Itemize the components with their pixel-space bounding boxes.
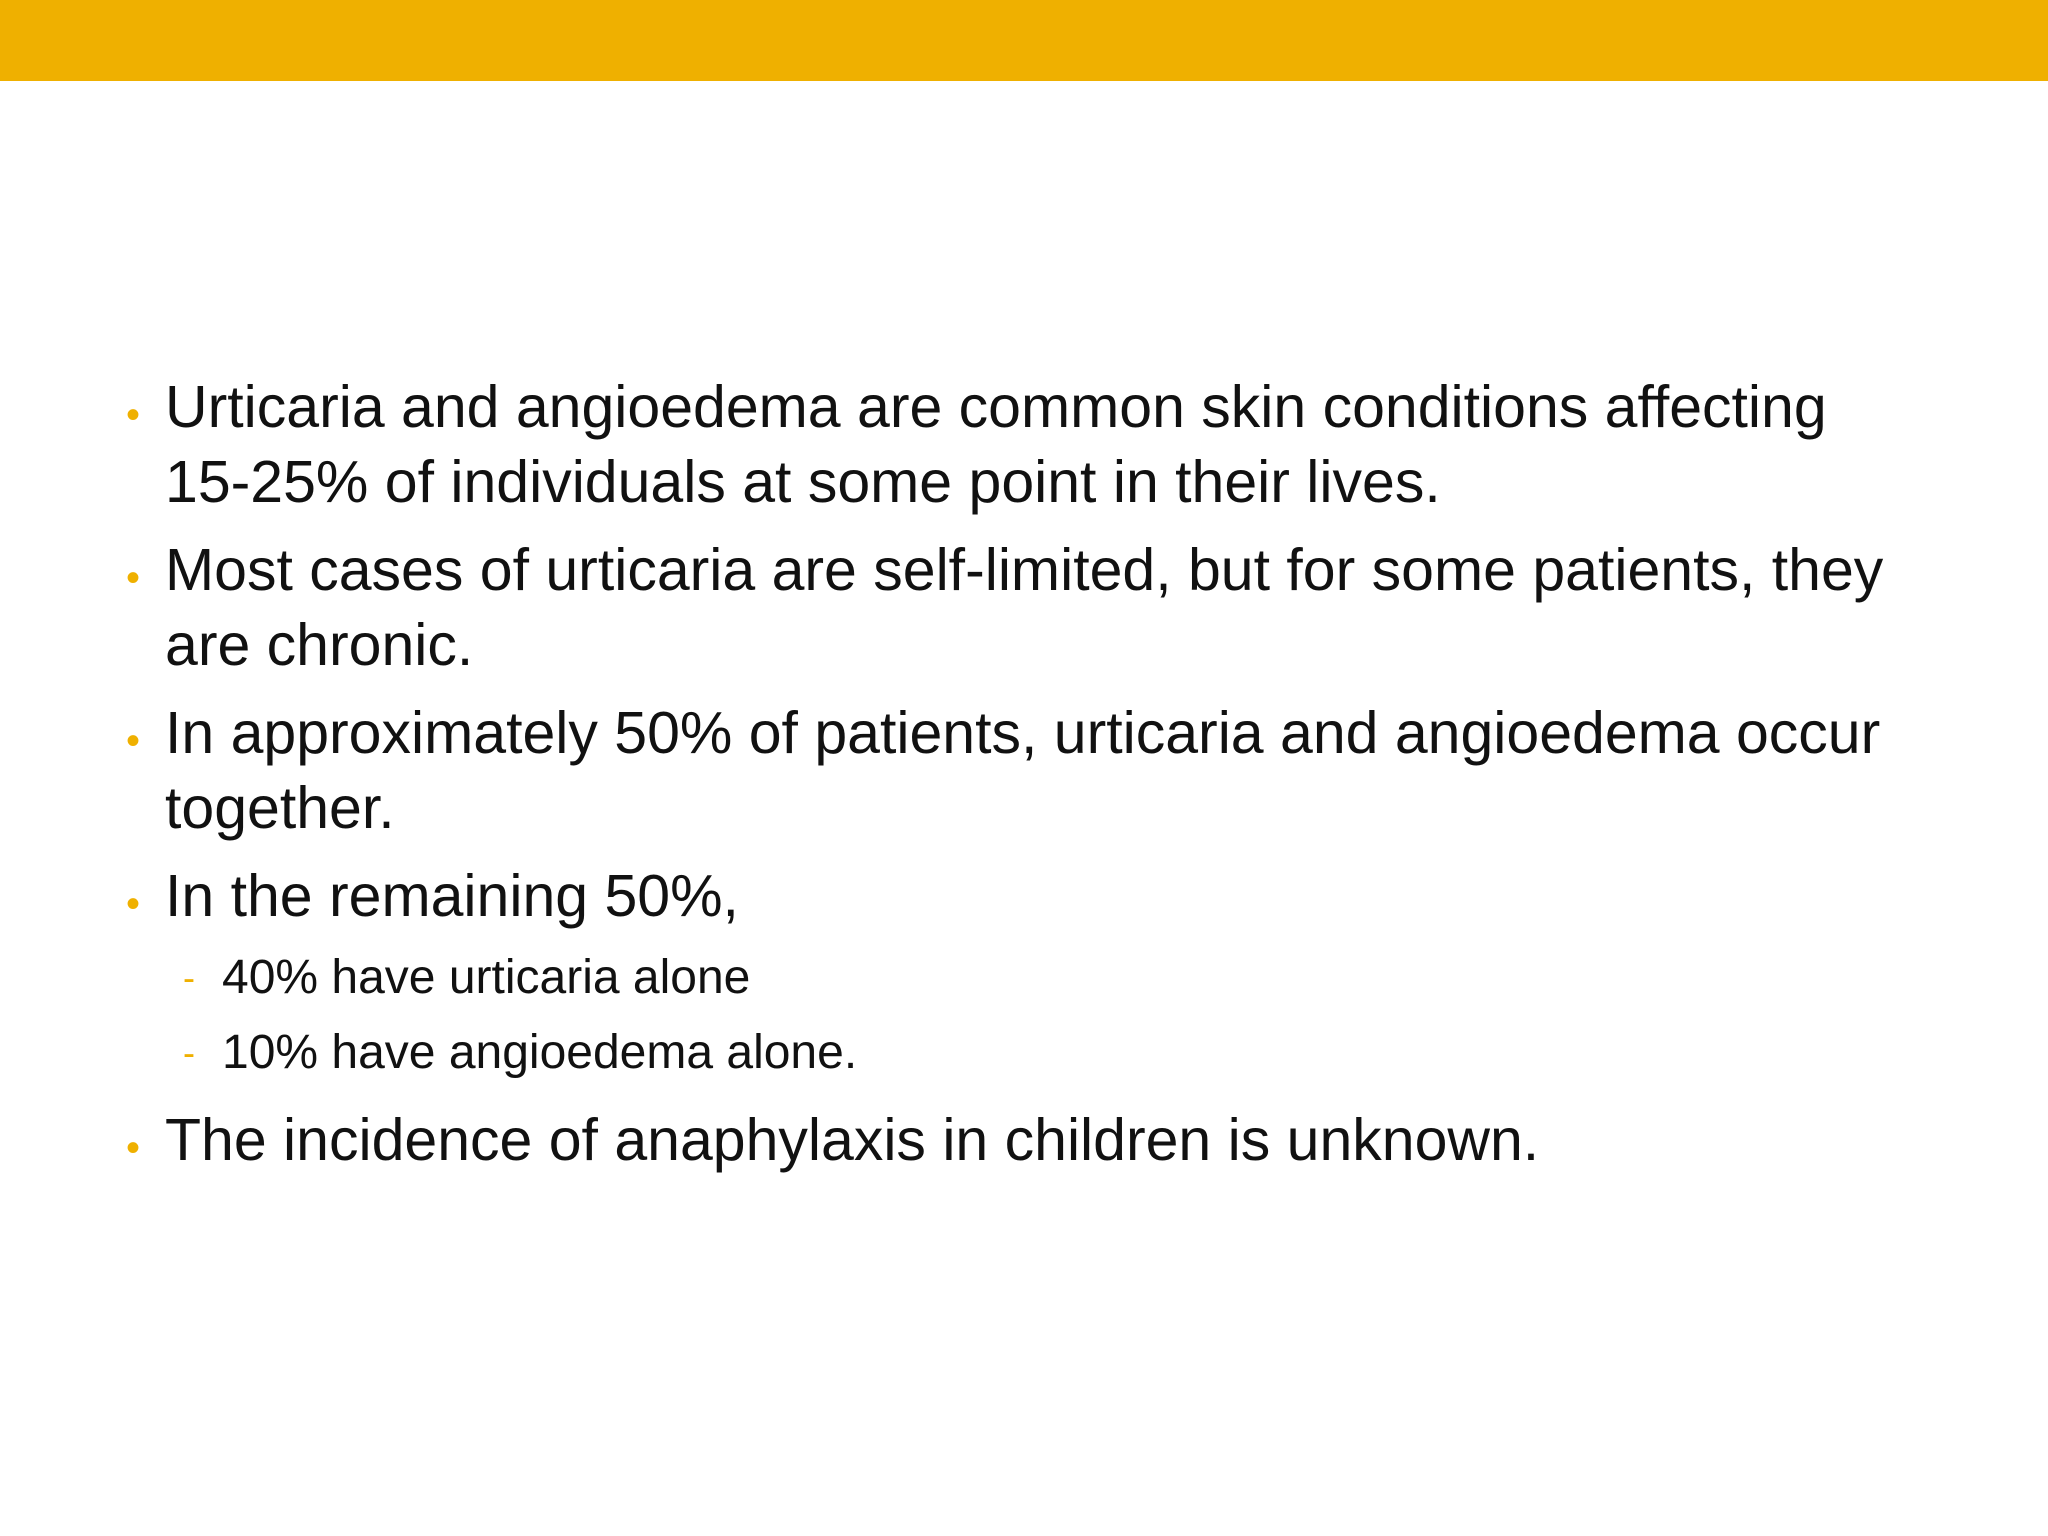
sub-bullet-item: [165, 940, 1926, 1015]
bullet-dot-icon: •: [126, 556, 141, 600]
sub-bullet-text: 10% have angioedema alone.: [222, 1026, 858, 1079]
bullet-list: [126, 370, 1926, 1178]
bullet-item: [126, 696, 1926, 846]
sub-bullet-list: [165, 940, 1926, 1090]
slide-content: [126, 370, 1926, 1191]
bullet-text: In approximately 50% of patients, urticaria and angioedema occur together.: [165, 700, 1881, 841]
bullet-dot-icon: •: [126, 1126, 141, 1170]
bullet-text: The incidence of anaphylaxis in children is unknown.: [165, 1107, 1540, 1173]
bullet-dot-icon: •: [126, 719, 141, 763]
sub-bullet-item: [165, 1015, 1926, 1090]
bullet-text: Most cases of urticaria are self-limited, but for some patients, they are chronic.: [165, 537, 1884, 678]
bullet-item: [126, 859, 1926, 1090]
sub-bullet-text: 40% have urticaria alone: [222, 951, 751, 1004]
bullet-text: In the remaining 50%,: [165, 863, 739, 929]
top-accent-bar: [0, 0, 2048, 81]
bullet-dot-icon: •: [126, 393, 141, 437]
bullet-item: [126, 1103, 1926, 1178]
dash-icon: -: [183, 957, 195, 998]
bullet-dot-icon: •: [126, 882, 141, 926]
bullet-item: [126, 370, 1926, 520]
bullet-text: Urticaria and angioedema are common skin conditions affecting 15-25% of individuals at some point in their lives.: [165, 374, 1827, 515]
dash-icon: -: [183, 1032, 195, 1073]
bullet-item: [126, 533, 1926, 683]
